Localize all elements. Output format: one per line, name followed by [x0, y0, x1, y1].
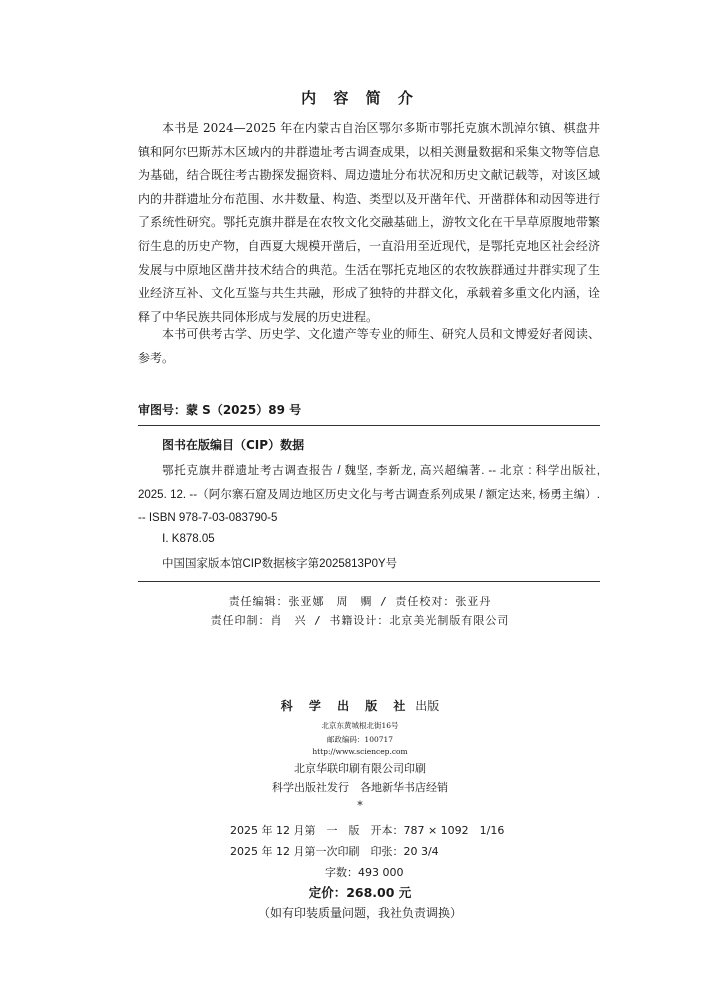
publisher-line [0, 697, 720, 714]
cip-library-record: 中国国家版本馆CIP数据核字第2025813P0Y号 [162, 558, 398, 570]
intro-paragraph-1: 本书是 2024—2025 年在内蒙古自治区鄂尔多斯市鄂托克旗木凯淖尔镇、棋盘井镇和阿尔巴斯苏木区域内的井群遗址考古调查成果，以相关测量数据和采集文物等信息为基础，结合既往考古勘探发掘资料、周边遗址分布状况和历史文献记载等，对该区域内的井群遗址分布范围、水井数量、构造、类型以及开凿年代、开凿群体和动因等进行了系统性研究。鄂托克旗井群是在农牧文化交融基础上，游牧文化在干旱草原腹地带繁衍生息的历史产物，自西夏大规模开凿后，一直沿用至近现代，是鄂托克地区社会经济发展与中原地区凿井技术结合的典范。生活在鄂托克地区的农牧族群通过井群实现了生业经济互补、文化互鉴与共生共融，形成了独特的井群文化，承载着多重文化内涵，诠释了中华民族共同体形成与发展的历史进程。 [138, 121, 600, 324]
credits-production: 责任印制：肖 兴 / 书籍设计：北京美光制版有限公司 [210, 614, 510, 627]
intro-title: 内 容 简 介 [301, 89, 419, 107]
credits-editors: 责任编辑：张亚娜 周 赒 / 责任校对：张亚丹 [228, 595, 492, 608]
cip-record: 鄂托克旗井群遗址考古调查报告 / 魏坚, 李新龙, 高兴超编著. -- 北京 : 科学出版社, 2025. 12. --（阿尔寨石窟及周边地区历史文化与考古调查系列成果 / 额定达来, 杨勇主编）. -- ISBN 978-7-03-083790-5 [138, 465, 600, 525]
printer: 北京华联印刷有限公司印刷 [294, 762, 426, 775]
publisher-website: http://www.sciencep.com [312, 747, 408, 756]
divider-top [138, 425, 600, 426]
cip-classification: Ⅰ. K878.05 [162, 533, 215, 545]
publisher-postcode: 邮政编码：100717 [326, 735, 394, 744]
publisher-address: 北京东黄城根北街16号 [321, 721, 399, 730]
cip-heading: 图书在版编目（CIP）数据 [162, 438, 305, 452]
price: 定价：268.00 元 [308, 885, 412, 900]
separator-star: * [357, 799, 363, 812]
divider-bottom [138, 581, 600, 582]
map-review-number: 审图号：蒙 S（2025）89 号 [138, 403, 302, 417]
publisher-name: 科 学 出 版 社 [280, 699, 412, 713]
quality-notice: （如有印装质量问题，我社负责调换） [257, 906, 462, 920]
edition-spec: 2025 年 12 月第 一 版 开本：787 × 1092 1/16 [230, 824, 505, 837]
printing-spec: 2025 年 12 月第一次印刷 印张：20 3/4 [230, 845, 439, 858]
intro-paragraph-2: 本书可供考古学、历史学、文化遗产等专业的师生、研究人员和文博爱好者阅读、参考。 [138, 327, 600, 365]
publisher-suffix: 出版 [415, 699, 440, 713]
word-count: 字数：493 000 [325, 866, 404, 879]
distribution: 科学出版社发行 各地新华书店经销 [272, 781, 448, 794]
